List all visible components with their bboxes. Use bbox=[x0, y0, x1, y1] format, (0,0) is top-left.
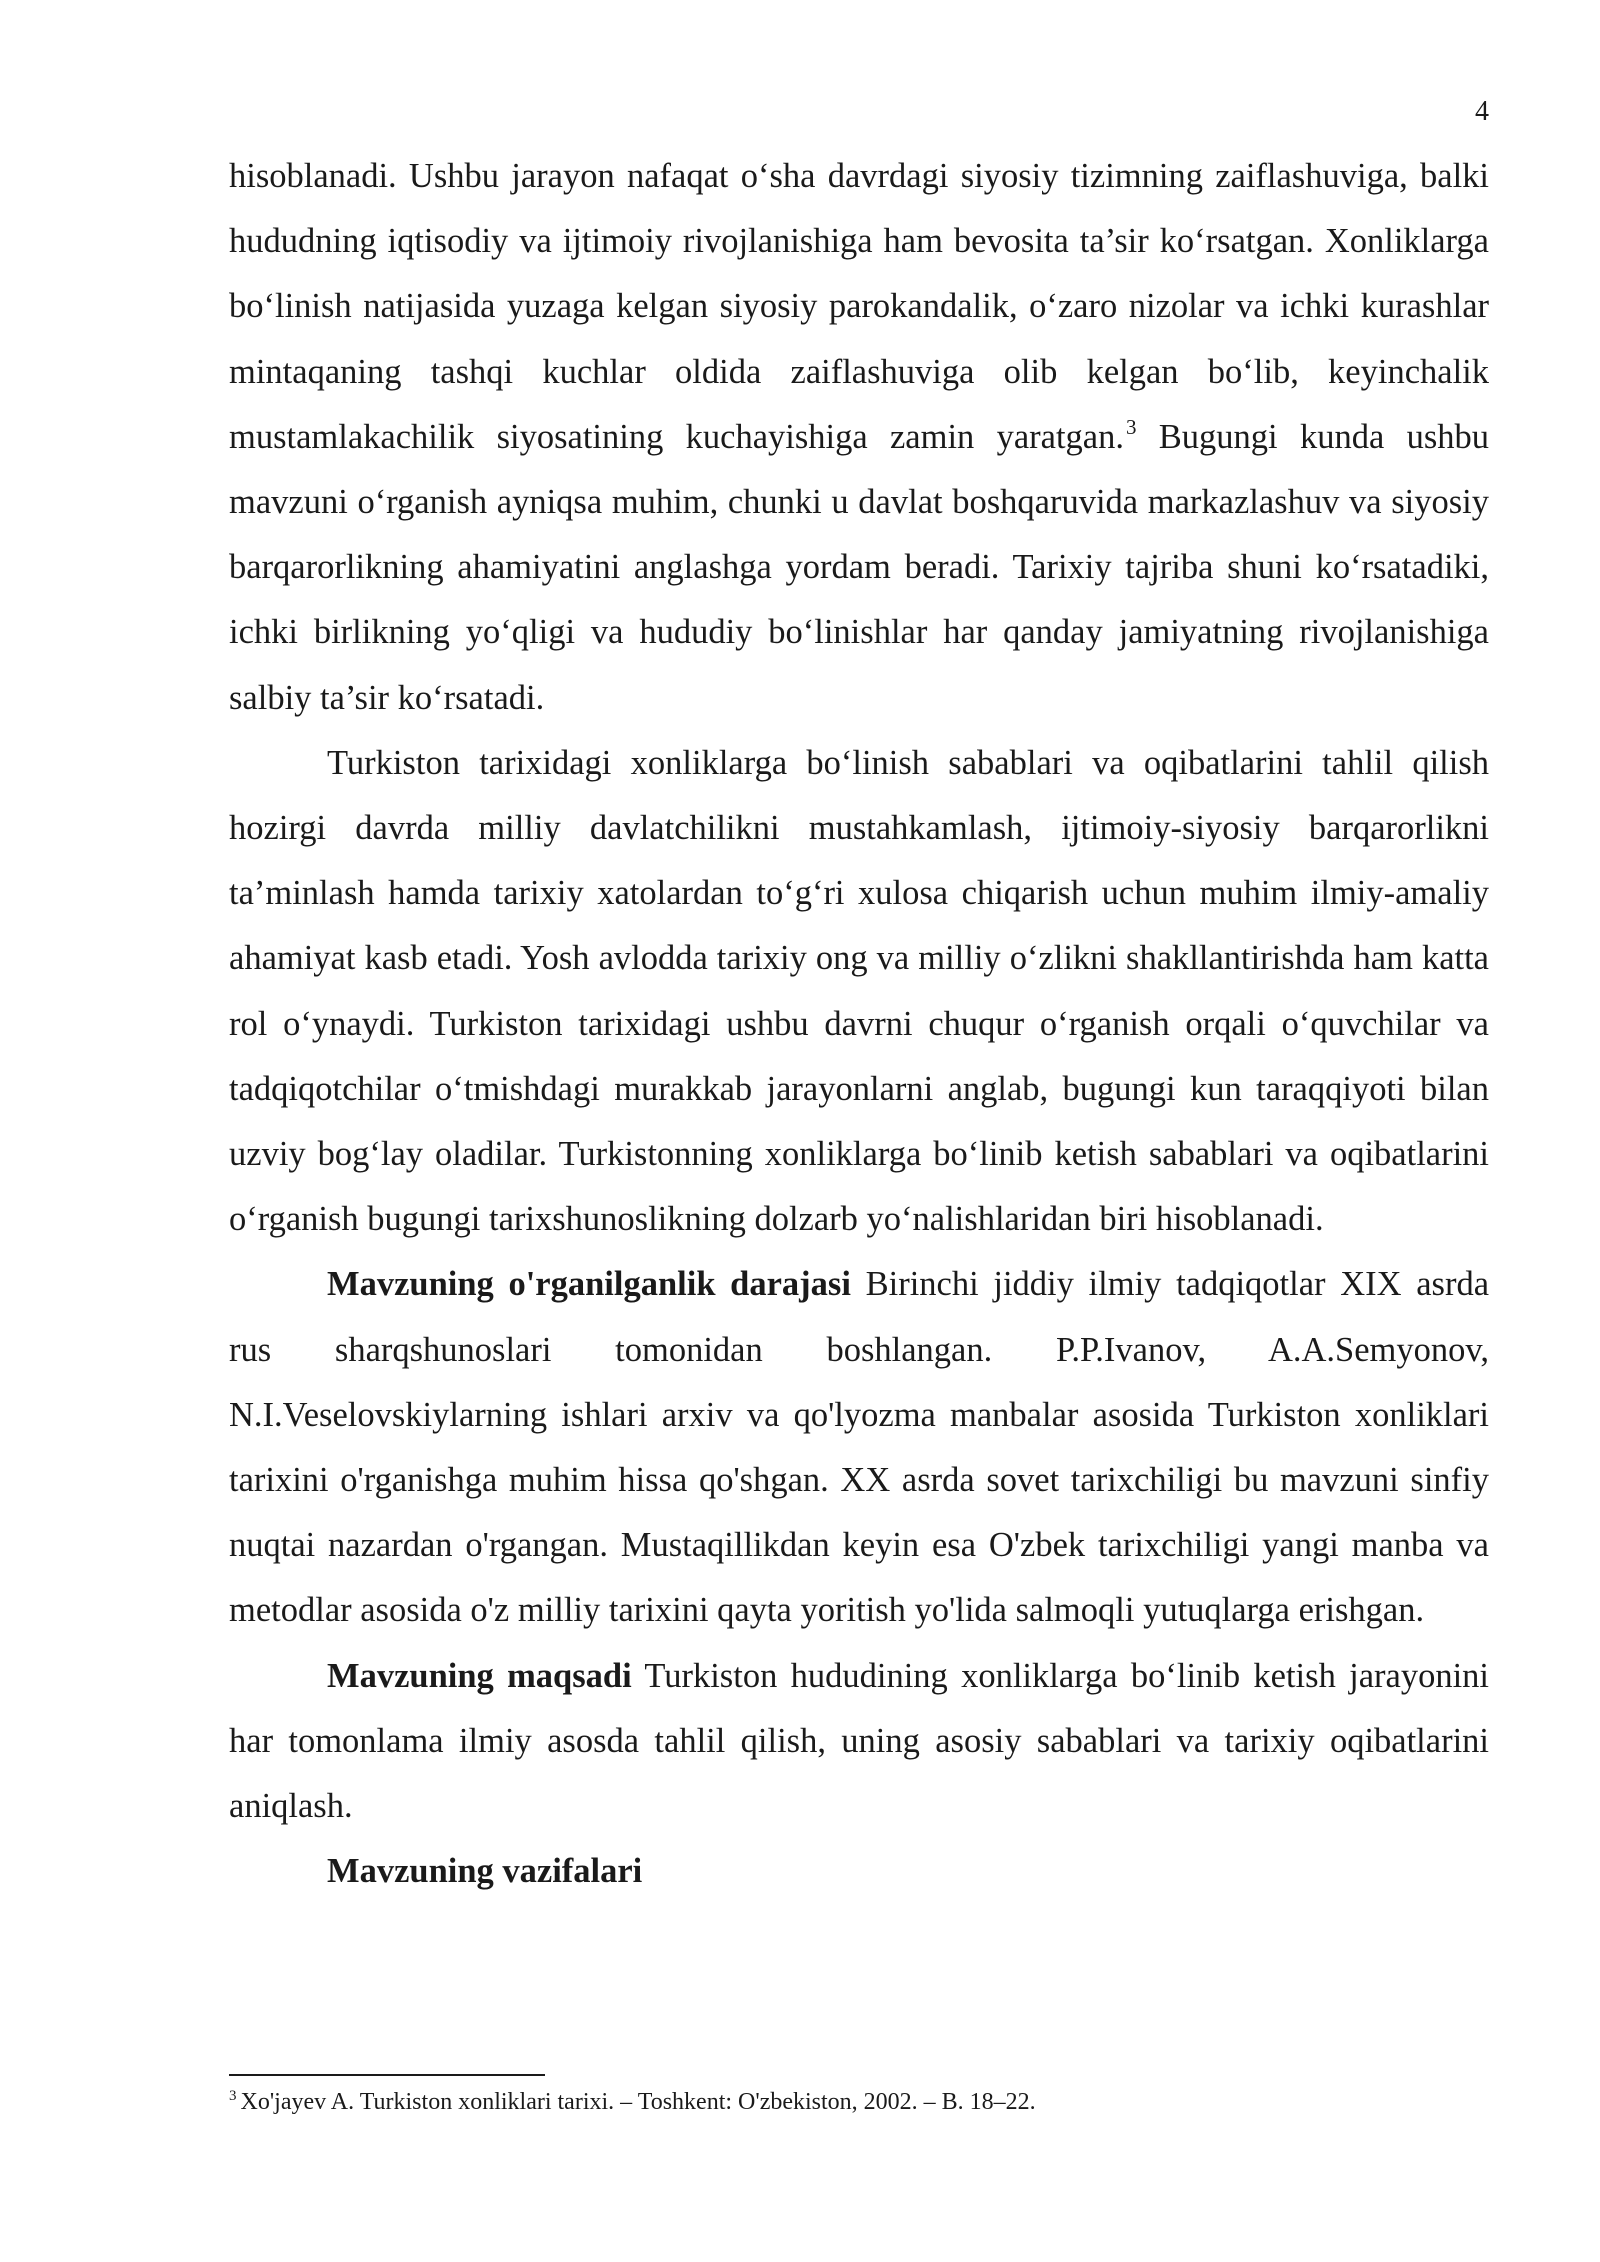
footnote-text: Xo'jayev A. Turkiston xonliklari tarixi. – Toshkent: O'zbekiston, 2002. – B. 18–22. bbox=[240, 2089, 1036, 2115]
paragraph-text: Turkiston hududining xonliklarga bo‘linib ketish jarayonini har tomonlama ilmiy asosda tahlil qilish, uning asosiy sabablari va tarixiy oqibatlarini aniqlash. bbox=[229, 1656, 1489, 1826]
paragraph-significance bbox=[229, 731, 1489, 1253]
paragraph-text: Bugungi kunda ushbu mavzuni o‘rganish ayniqsa muhim, chunki u davlat boshqaruvida markazlashuv va siyosiy barqarorlikning ahamiyatini anglashga yordam beradi. Tarixiy tajriba shuni ko‘rsatadiki, ichki birlikning yo‘qligi va hududiy bo‘linishlar har qanday jamiyatning rivojlanishiga salbiy ta’sir ko‘rsatadi. bbox=[229, 417, 1489, 717]
page-number: 4 bbox=[1475, 96, 1489, 127]
footnote-reference: 3 bbox=[1125, 414, 1137, 439]
footnote-number: 3 bbox=[229, 2088, 237, 2104]
paragraph-text: Turkiston tarixidagi xonliklarga bo‘linish sabablari va oqibatlarini tahlil qilish hozirgi davrda milliy davlatchilikni mustahkamlash, ijtimoiy-siyosiy barqarorlikni ta’minlash hamda tarixiy xatolardan to‘g‘ri xulosa chiqarish uchun muhim ilmiy-amaliy ahamiyat kasb etadi. Yosh avlodda tarixiy ong va milliy o‘zlikni shakllantirishda ham katta rol o‘ynaydi. Turkiston tarixidagi ushbu davrni chuqur o‘rganish orqali o‘quvchilar va tadqiqotchilar o‘tmishdagi murakkab jarayonlarni anglab, bugungi kun taraqqiyoti bilan uzviy bog‘lay oladilar. Turkistonning xonliklarga bo‘linib ketish sabablari va oqibatlarini o‘rganish bugungi tarixshunoslikning dolzarb yo‘nalishlaridan biri hisoblanadi. bbox=[229, 743, 1489, 1239]
paragraph-study-level bbox=[229, 1252, 1489, 1643]
body-text bbox=[229, 144, 1489, 1904]
footnote bbox=[229, 2088, 1036, 2117]
paragraph-text: hisoblanadi. Ushbu jarayon nafaqat o‘sha davrdagi siyosiy tizimning zaiflashuviga, balki hududning iqtisodiy va ijtimoiy rivojlanishiga ham bevosita ta’sir ko‘rsatgan. Xonliklarga bo‘linish natijasida yuzaga kelgan siyosiy parokandalik, o‘zaro nizolar va ichki kurashlar mintaqaning tashqi kuchlar oldida zaiflashuviga olib kelgan bo‘lib, keyinchalik mustamlakachilik siyosatining kuchayishiga zamin yaratgan. bbox=[229, 157, 1489, 456]
section-heading: Mavzuning o'rganilganlik darajasi bbox=[327, 1265, 851, 1304]
paragraph-continuation bbox=[229, 144, 1489, 731]
section-heading: Mavzuning maqsadi bbox=[327, 1656, 632, 1695]
section-heading: Mavzuning vazifalari bbox=[327, 1852, 643, 1891]
footnote-separator bbox=[229, 2074, 545, 2076]
paragraph-goal bbox=[229, 1644, 1489, 1840]
paragraph-text: Birinchi jiddiy ilmiy tadqiqotlar XIX asrda rus sharqshunoslari tomonidan boshlangan. P.P.Ivanov, A.A.Semyonov, N.I.Veselovskiylarning ishlari arxiv va qo'lyozma manbalar asosida Turkiston xonliklari tarixini o'rganishga muhim hissa qo'shgan. XX asrda sovet tarixchiligi bu mavzuni sinfiy nuqtai nazardan o'rgangan. Mustaqillikdan keyin esa O'zbek tarixchiligi yangi manba va metodlar asosida o'z milliy tarixini qayta yoritish yo'lida salmoqli yutuqlarga erishgan. bbox=[229, 1265, 1490, 1630]
paragraph-tasks bbox=[229, 1839, 1489, 1904]
